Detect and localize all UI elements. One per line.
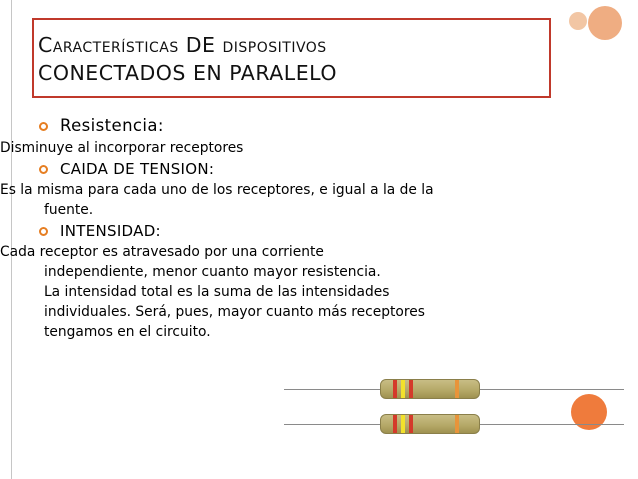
resistor-band — [409, 415, 413, 433]
paragraph-intensidad-5: tengamos en el circuito. — [44, 324, 211, 340]
slide-content — [0, 114, 576, 342]
resistor-band — [393, 415, 397, 433]
title-line-1: Características DE dispositivos — [38, 33, 327, 57]
paragraph-caida-tension-1: Es la misma para cada uno de los receptores, e igual a la de la — [0, 182, 434, 198]
paragraph-intensidad-2: independiente, menor cuanto mayor resistencia. — [44, 264, 381, 280]
decorative-circle-medium — [588, 6, 622, 40]
title-line-2: CONECTADOS EN PARALELO — [38, 61, 337, 85]
paragraph-intensidad-4: individuales. Será, pues, mayor cuanto más receptores — [44, 304, 425, 320]
bullet-caida-tension: CAIDA DE TENSION: — [36, 158, 576, 180]
resistor-band — [401, 415, 405, 433]
paragraph-resistencia: Disminuye al incorporar receptores — [0, 140, 244, 156]
bullet-resistencia: Resistencia: — [36, 114, 576, 138]
resistor-band — [393, 380, 397, 398]
bullet-intensidad: INTENSIDAD: — [36, 220, 576, 242]
resistor-band — [401, 380, 405, 398]
slide-title — [32, 18, 551, 98]
resistor-band — [455, 380, 459, 398]
resistor-top — [380, 379, 480, 399]
paragraph-intensidad-1: Cada receptor es atravesado por una corriente — [0, 244, 324, 260]
decorative-vertical-line — [11, 0, 12, 479]
resistor-band — [409, 380, 413, 398]
paragraph-intensidad-3: La intensidad total es la suma de las intensidades — [44, 284, 390, 300]
resistor-band — [455, 415, 459, 433]
decorative-circle-small — [569, 12, 587, 30]
resistor-bottom — [380, 414, 480, 434]
paragraph-caida-tension-2: fuente. — [44, 202, 94, 218]
